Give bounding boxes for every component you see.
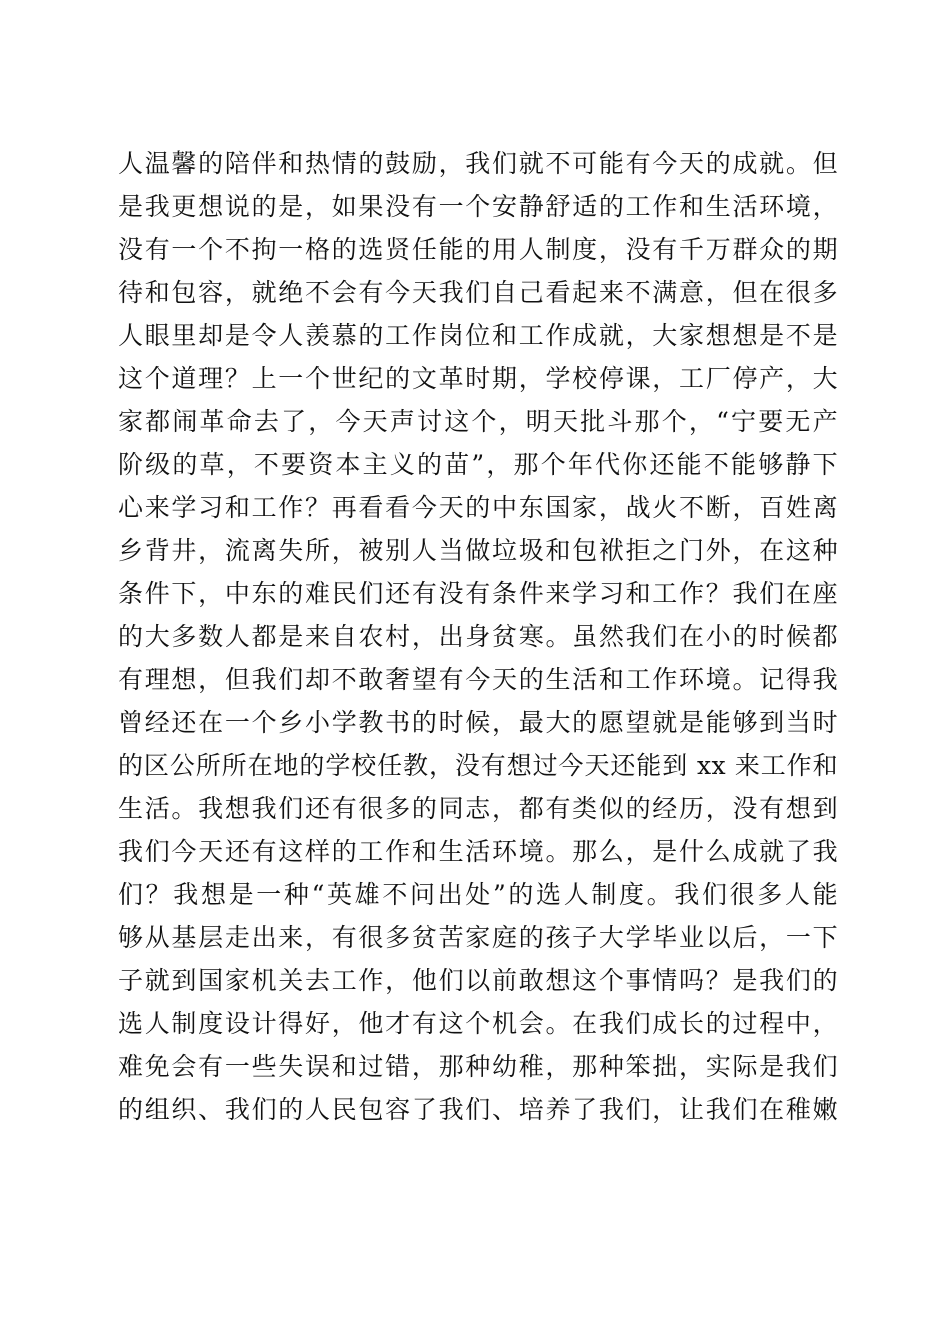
text-line: 我们今天还有这样的工作和生活环境。那么，是什么成就了我	[118, 837, 838, 866]
text-line: 的组织、我们的人民包容了我们、培养了我们，让我们在稚嫩	[118, 1095, 838, 1124]
text-line: 条件下，中东的难民们还有没有条件来学习和工作？我们在座	[118, 579, 838, 608]
text-line: 子就到国家机关去工作，他们以前敢想这个事情吗？是我们的	[118, 966, 838, 995]
text-line: 选人制度设计得好，他才有这个机会。在我们成长的过程中，	[118, 1009, 838, 1038]
text-line: 是我更想说的是，如果没有一个安静舒适的工作和生活环境，	[118, 192, 838, 221]
text-line: 生活。我想我们还有很多的同志，都有类似的经历，没有想到	[118, 794, 838, 823]
text-line: 家都闹革命去了，今天声讨这个，明天批斗那个，“宁要无产	[118, 407, 838, 436]
text-line: 人温馨的陪伴和热情的鼓励，我们就不可能有今天的成就。但	[118, 149, 838, 178]
text-line: 曾经还在一个乡小学教书的时候，最大的愿望就是能够到当时	[118, 708, 838, 737]
text-line: 阶级的草，不要资本主义的苗”，那个年代你还能不能够静下	[118, 450, 838, 479]
text-line: 够从基层走出来，有很多贫苦家庭的孩子大学毕业以后，一下	[118, 923, 838, 952]
text-line: 没有一个不拘一格的选贤任能的用人制度，没有千万群众的期	[118, 235, 838, 264]
text-line: 难免会有一些失误和过错，那种幼稚，那种笨拙，实际是我们	[118, 1052, 838, 1081]
text-line: 乡背井，流离失所，被别人当做垃圾和包袱拒之门外，在这种	[118, 536, 838, 565]
text-line: 的区公所所在地的学校任教，没有想过今天还能到 xx 来工作和	[118, 751, 838, 780]
text-line: 们？我想是一种“英雄不问出处”的选人制度。我们很多人能	[118, 880, 838, 909]
text-line: 的大多数人都是来自农村，出身贫寒。虽然我们在小的时候都	[118, 622, 838, 651]
body-text	[118, 142, 838, 1131]
text-line: 待和包容，就绝不会有今天我们自己看起来不满意，但在很多	[118, 278, 838, 307]
text-line: 人眼里却是令人羡慕的工作岗位和工作成就，大家想想是不是	[118, 321, 838, 350]
text-line: 这个道理？上一个世纪的文革时期，学校停课，工厂停产，大	[118, 364, 838, 393]
text-line: 有理想，但我们却不敢奢望有今天的生活和工作环境。记得我	[118, 665, 838, 694]
text-line: 心来学习和工作？再看看今天的中东国家，战火不断，百姓离	[118, 493, 838, 522]
